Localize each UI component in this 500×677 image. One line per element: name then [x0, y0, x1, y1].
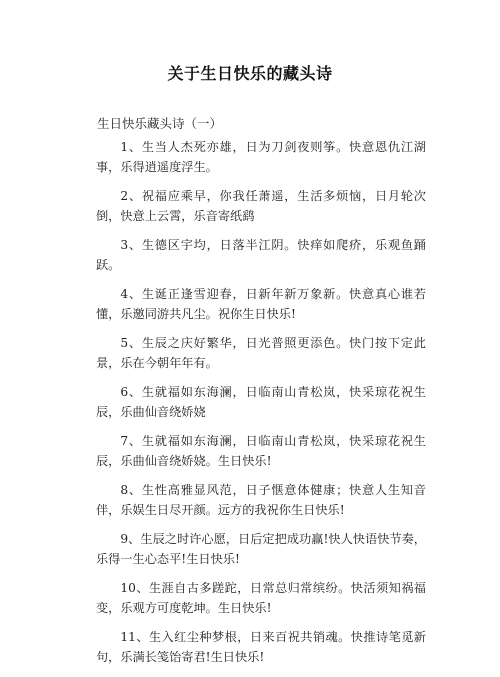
poem-item: 7、生就福如东海澜，日临南山青松岚，快采琼花祝生辰，乐曲仙音绕娇娆。生日快乐!	[96, 434, 426, 468]
poem-item: 6、生就福如东海澜，日临南山青松岚，快采琼花祝生辰，乐曲仙音绕娇娆	[96, 385, 426, 419]
poem-item: 1、生当人杰死亦雄，日为刀剑夜则筝。快意恩仇江湖事，乐得逍遥度浮生。	[96, 140, 426, 174]
poem-item: 9、生辰之时许心愿，日后定把成功赢!快人快语快节奏，乐得一生心态平!生日快乐!	[96, 532, 426, 566]
poem-item: 10、生涯自古多蹉跎，日常总归常缤纷。快活须知祸福变，乐观方可度乾坤。生日快乐!	[96, 581, 426, 615]
poem-item: 3、生德区宇均，日落半江阴。快痒如爬疥，乐观鱼踊跃。	[96, 238, 426, 272]
poem-item: 11、生入红尘种梦根，日来百祝共销魂。快推诗笔觅新句，乐满长笺饴寄君!生日快乐!	[96, 630, 426, 664]
section-subtitle: 生日快乐藏头诗（一）	[97, 116, 223, 131]
poem-item: 4、生诞正逢雪迎春，日新年新万象新。快意真心谁若懂，乐邀同游共凡尘。祝你生日快乐!	[96, 287, 426, 321]
page-title: 关于生日快乐的藏头诗	[167, 64, 333, 83]
poem-item: 5、生辰之庆好繁华，日光普照更添色。快门按下定此景，乐在今朝年年有。	[96, 336, 426, 370]
poem-item: 8、生性高雅显风范，日子惬意体健康；快意人生知音伴，乐娱生日尽开颜。远方的我祝你生日快乐!	[96, 483, 426, 517]
poem-list	[96, 138, 426, 677]
poem-item: 2、祝福应乘早，你我任萧遥，生活多烦恼，日月轮次倒，快意上云霄，乐音寄纸鹞	[96, 189, 426, 223]
